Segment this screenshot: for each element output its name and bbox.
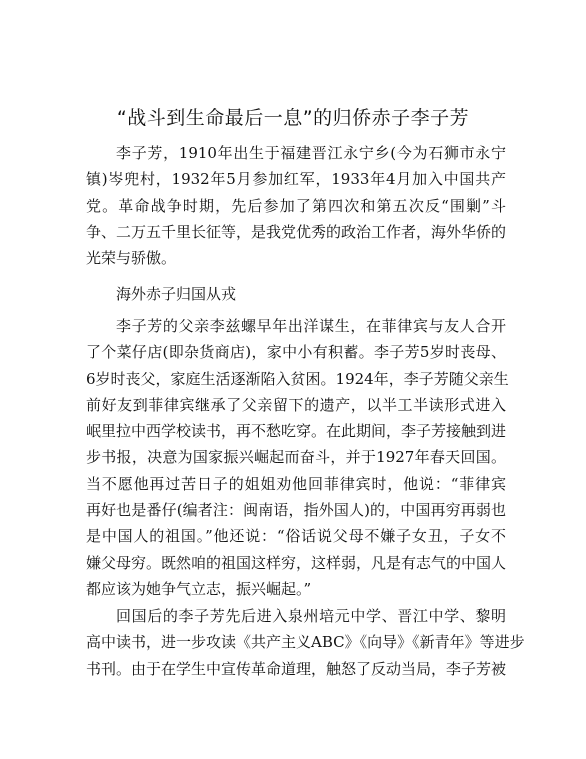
paragraph-early-life: [86, 313, 509, 602]
section-heading: 海外赤子归国从戎: [116, 285, 237, 303]
text-line: 党。革命战争时期，先后参加了第四次和第五次反“围剿”斗: [86, 196, 506, 215]
text-line: 当不愿他再过苦日子的姐姐劝他回菲律宾时，他说：“菲律宾: [86, 474, 506, 493]
text-line: 高中读书，进一步攻读《共产主义ABC》《向导》《新青年》等进步: [86, 633, 525, 652]
paragraph-intro: [86, 140, 506, 271]
paragraph-return-home: [86, 603, 525, 682]
text-line: 6岁时丧父，家庭生活逐渐陷入贫困。1924年，李子芳随父亲生: [86, 369, 509, 388]
text-line: 李子芳，1910年出生于福建晋江永宁乡(今为石狮市永宁: [116, 144, 506, 162]
text-line: 镇)岑兜村，1932年5月参加红军，1933年4月加入中国共产: [86, 170, 506, 189]
text-line: 岷里拉中西学校读书，再不愁吃穿。在此期间，李子芳接触到进: [86, 422, 507, 441]
text-line: 回国后的李子芳先后进入泉州培元中学、晋江中学、黎明: [116, 607, 506, 625]
text-line: 争、二万五千里长征等，是我党优秀的政治工作者，海外华侨的: [86, 222, 507, 241]
text-line: 书刊。由于在学生中宣传革命道理，触怒了反动当局，李子芳被: [86, 659, 507, 678]
article-title: “战斗到生命最后一息”的归侨赤子李子芳: [116, 107, 470, 129]
text-line: 都应该为她争气立志，振兴崛起。”: [86, 579, 312, 598]
text-line: 了个菜仔店(即杂货商店)，家中小有积蓄。李子芳5岁时丧母、: [86, 343, 506, 362]
text-line: 光荣与骄傲。: [86, 249, 177, 268]
text-line: 步书报，决意为国家振兴崛起而奋斗，并于1927年春天回国。: [86, 448, 506, 467]
text-line: 李子芳的父亲李兹螺早年出洋谋生，在菲律宾与友人合开: [116, 317, 506, 335]
text-line: 前好友到菲律宾继承了父亲留下的遗产，以半工半读形式进入: [86, 395, 506, 414]
text-line: 再好也是番仔(编者注：闽南语，指外国人)的，中国再穷再弱也: [86, 501, 506, 520]
text-line: 嫌父母穷。既然咱的祖国这样穷，这样弱，凡是有志气的中国人: [86, 553, 507, 572]
text-line: 是中国人的祖国。”他还说：“俗话说父母不嫌子女丑，子女不: [86, 527, 506, 546]
